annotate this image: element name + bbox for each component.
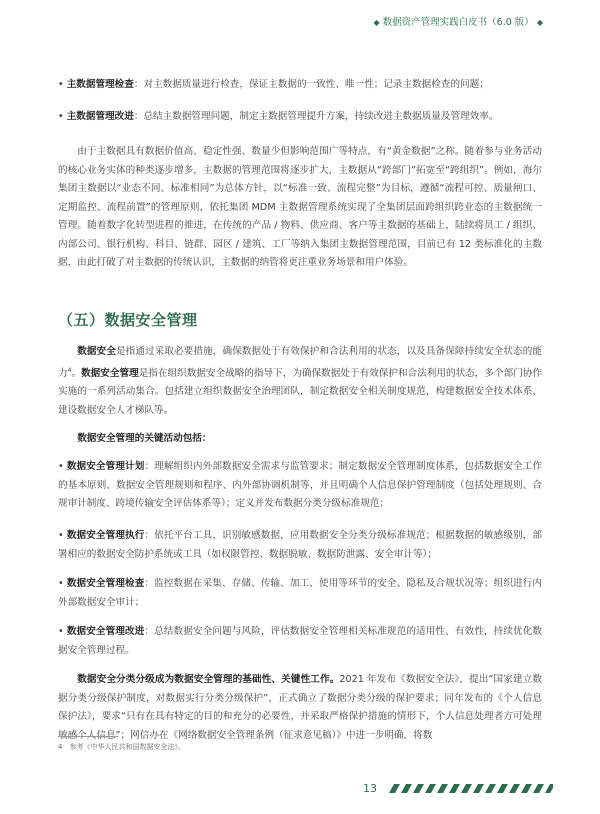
- activity-text: ：理解组织内外部数据安全需求与监管要求；制定数据安全管理制度体系，包括数据安全工作的基本原则、数据安全管理规则和程序、内外部协调机制等，并且明确个人信息保护管理制度（包括处理规则、合规审计制度、跨境传输安全评估体系等）；定义并发布数据分类分级标准规范；: [58, 461, 543, 509]
- activity-label: 数据安全管理检查: [66, 578, 145, 589]
- intro-separator: 。: [71, 367, 82, 379]
- page-number: 13: [363, 782, 377, 795]
- activity-item: [58, 458, 542, 514]
- header-title: 数据资产管理实践白皮书（6.0 版）: [382, 17, 534, 28]
- activities-heading-text: 数据安全管理的关键活动包括：: [77, 433, 212, 444]
- classification-lead: 数据安全分类分级成为数据安全管理的基础性、关键性工作。: [77, 674, 340, 685]
- activity-label: 数据安全管理计划: [66, 461, 145, 472]
- bullet-mark: •: [58, 578, 67, 589]
- bullet-label: 主数据管理改进: [66, 111, 134, 122]
- activity-item: [58, 623, 542, 660]
- bullet-text: ：总结主数据管理问题，制定主数据管理提升方案，持续改进主数据质量及管理效率。: [133, 111, 499, 122]
- term-data-security: 数据安全: [77, 346, 116, 357]
- bullet-text: ：对主数据质量进行检查，保证主数据的一致性、唯一性；记录主数据检查的问题；: [133, 79, 489, 90]
- bullet-mark: •: [58, 111, 67, 122]
- activity-label: 数据安全管理改进: [66, 626, 145, 637]
- activity-item: [58, 575, 542, 612]
- footnote: 4 参考《中华人民共和国数据安全法》。: [58, 743, 185, 751]
- activity-item: [58, 527, 542, 564]
- paragraph-security-intro: [58, 343, 542, 420]
- footnote-divider: [58, 736, 118, 737]
- classification-text: 2021 年发布《数据安全法》，提出“国家建立数据分类分级保护制度，对数据实行分类分级保护”，正式确立了数据分类分级的保护要求；同年发布的《个人信息保护法》，要求“只有在具有特定的目的和充分的必要性，并采取严格保护措施的情形下，个人信息处理者方可处理敏感个人信息”；网信办在《网络数据安全管理条例（征求意见稿）》中进一步明确，将数: [58, 674, 542, 741]
- activity-text: ：监控数据在采集、存储、传输、加工、使用等环节的安全、隐私及合规状况等；组织进行内外部数据安全审计；: [58, 578, 543, 608]
- footnote-ref: 4: [67, 366, 72, 374]
- intro-text: 是指通过采取必要措施，确保数据处于有效保护和合法利用的状态，以及具备保障持续安全状态的能力: [58, 346, 543, 379]
- diamond-icon: ◆: [373, 18, 380, 27]
- bullet-label: 主数据管理检查: [66, 79, 134, 90]
- diamond-icon: ◆: [536, 18, 543, 27]
- activities-heading: [58, 430, 542, 449]
- intro-text-2: 是指在组织数据安全战略的指导下，为确保数据处于有效保护和合法利用的状态，多个部门协作实施的一系列活动集合。包括建立组织数据安全治理团队，制定数据安全相关制度规范，构建数据安全技术体系，建设数据安全人才梯队等。: [58, 367, 543, 416]
- paragraph-classification: [58, 671, 542, 745]
- section-title: （五）数据安全管理: [58, 311, 198, 329]
- page-header: [373, 14, 543, 28]
- activity-text: ：总结数据安全问题与风险，评估数据安全管理相关标准规范的适用性、有效性，持续优化数据安全管理过程。: [58, 626, 543, 656]
- bullet-mark: •: [58, 79, 67, 90]
- paragraph-master-data: 由于主数据具有数据价值高、稳定性强、数量少但影响范围广等特点，有“黄金数据”之称。随着参与业务活动的核心业务实体的种类逐步增多，主数据的管理范围将逐步扩大，主数据从“跨部门”拓宽至“跨组织”。例如，海尔集团主数据以“业态不同、标准相同”为总体方针，以“标准一致、流程完整”为目标，遵循“流程可控、质量闸口、定期监控、流程前置”的管理原则，依托集团 MDM 主数据管理系统实现了全集团层面跨组织跨业态的主数据统一管理。随着数字化转型进程的推进，在传统的产品 / 物料、供应商、客户等主数据的基础上，陆续将员工 / 组织、内部公司、银行机构、科目、链群、园区 / 建筑、工厂等纳入集团主数据管理范围，目前已有 12 类标准化的主数据，由此打破了对主数据的传统认识，主数据的纳管将更注重业务场景和用户体验。: [58, 146, 542, 268]
- bullet-mark: •: [58, 530, 67, 541]
- term-data-security-management: 数据安全管理: [81, 367, 139, 379]
- decorative-stripes: [389, 784, 553, 793]
- bullet-item: [58, 108, 542, 127]
- activity-label: 数据安全管理执行: [66, 530, 145, 541]
- bullet-mark: •: [58, 626, 67, 637]
- bullet-item: [58, 76, 542, 95]
- activity-text: ：依托平台工具，识别敏感数据，应用数据安全分类分级标准规范；根据数据的敏感级别，部署相应的数据安全防护系统或工具（如权限管控、数据脱敏、数据防泄露、安全审计等）；: [58, 530, 543, 560]
- bullet-mark: •: [58, 461, 67, 472]
